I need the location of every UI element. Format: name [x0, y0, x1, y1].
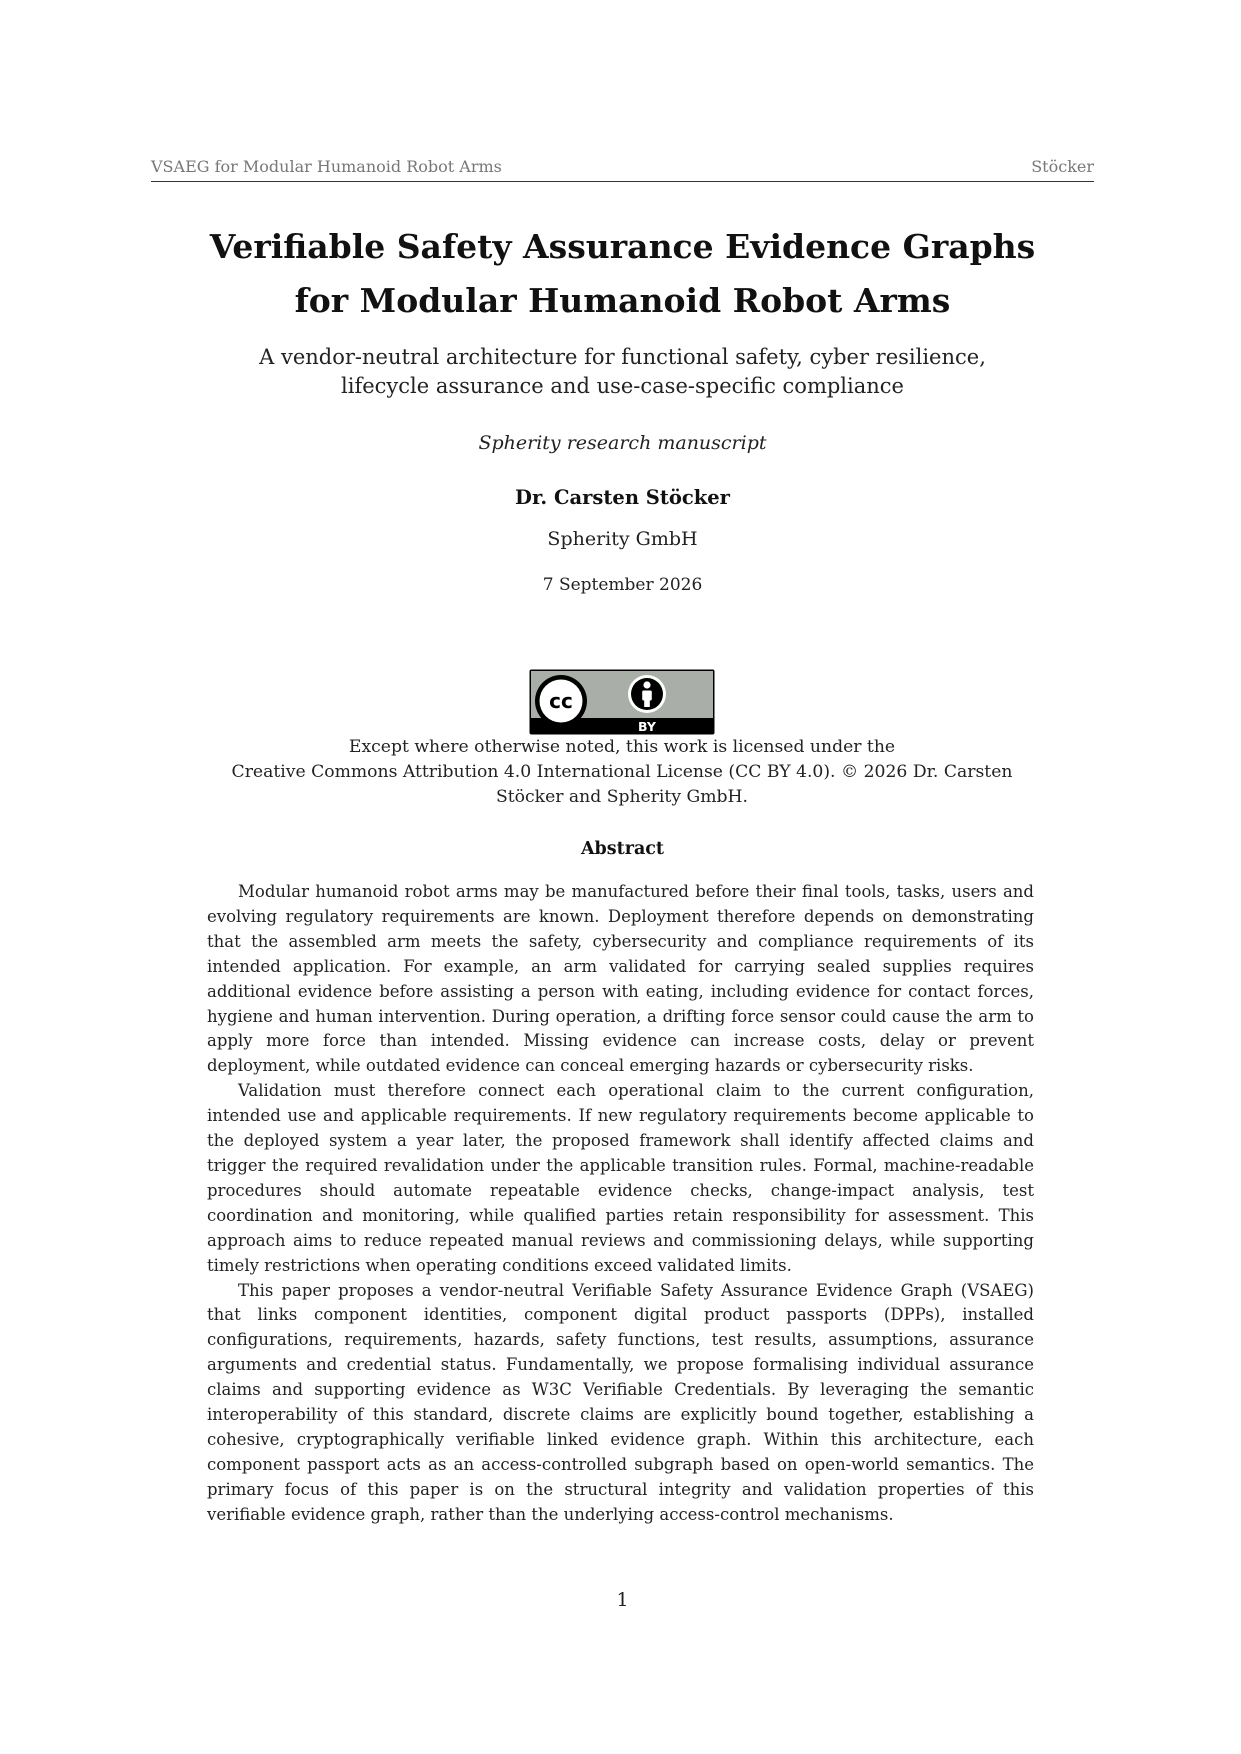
publication-date: 7 September 2026: [542, 575, 703, 595]
page-number: 1: [616, 1589, 629, 1611]
license-line-3: Stöcker and Spherity GmbH.: [496, 787, 748, 807]
abstract-paragraph-2: Validation must therefore connect each operational claim to the current configuration, intended use and applicable requirements. If new regulatory requirements become applicable to the deployed system a year later, the proposed framework shall identify affected claims and trigger the required revalidation under the applicable transition rules. Formal, machine-readable procedures should automate repeatable evidence checks, change-impact analysis, test coordination and monitoring, while qualified parties retain responsibility for assessment. This approach aims to reduce repeated manual reviews and commissioning delays, while supporting timely restrictions when operating conditions exceed validated limits.: [207, 1081, 1034, 1275]
license-line-2: Creative Commons Attribution 4.0 International License (CC BY 4.0). © 2026 Dr. Carsten: [231, 762, 1013, 782]
running-header: [151, 155, 1094, 182]
by-badge-text: BY: [638, 719, 656, 734]
paper-subtitle-line-2: lifecycle assurance and use-case-specific compliance: [341, 374, 904, 398]
paper-title-line-2: for Modular Humanoid Robot Arms: [294, 281, 951, 320]
paper-title-line-1: Verifiable Safety Assurance Evidence Graphs: [209, 227, 1036, 266]
abstract-paragraph-1: Modular humanoid robot arms may be manufactured before their final tools, tasks, users and evolving regulatory requirements are known. Deployment therefore depends on demonstrating that the assembled arm meets the safety, cybersecurity and compliance requirements of its intended application. For example, an arm validated for carrying sealed supplies requires additional evidence before assisting a person with eating, including evidence for contact forces, hygiene and human intervention. During operation, a drifting force sensor could cause the arm to apply more force than intended. Missing evidence can increase costs, delay or prevent deployment, while outdated evidence can conceal emerging hazards or cybersecurity risks.: [207, 882, 1034, 1076]
author-name: Dr. Carsten Stöcker: [515, 486, 730, 509]
cc-by-badge-icon: [529, 669, 715, 735]
running-author: Stöcker: [1031, 157, 1094, 176]
license-statement: [205, 735, 1039, 810]
license-line-1: Except where otherwise noted, this work is licensed under the: [348, 737, 896, 757]
author-affiliation: Spherity GmbH: [547, 528, 698, 550]
running-title: VSAEG for Modular Humanoid Robot Arms: [151, 157, 502, 176]
abstract-heading: Abstract: [580, 839, 665, 859]
paper-subtitle: [151, 343, 1094, 401]
paper-title: [151, 220, 1094, 328]
cc-badge-text: cc: [549, 689, 573, 713]
paper-subtitle-line-1: A vendor-neutral architecture for functional safety, cyber resilience,: [259, 345, 986, 369]
abstract-body: [207, 880, 1034, 1528]
manuscript-type: Spherity research manuscript: [478, 432, 767, 454]
abstract-paragraph-3: This paper proposes a vendor-neutral Verifiable Safety Assurance Evidence Graph (VSAEG) that links component identities, component digital product passports (DPPs), installed configurations, requirements, hazards, safety functions, test results, assumptions, assurance arguments and credential status. Fundamentally, we propose formalising individual assurance claims and supporting evidence as W3C Verifiable Credentials. By leveraging the semantic interoperability of this standard, discrete claims are explicitly bound together, establishing a cohesive, cryptographically verifiable linked evidence graph. Within this architecture, each component passport acts as an access-controlled subgraph based on open-world semantics. The primary focus of this paper is on the structural integrity and validation properties of this verifiable evidence graph, rather than the underlying access-control mechanisms.: [207, 1280, 1034, 1524]
